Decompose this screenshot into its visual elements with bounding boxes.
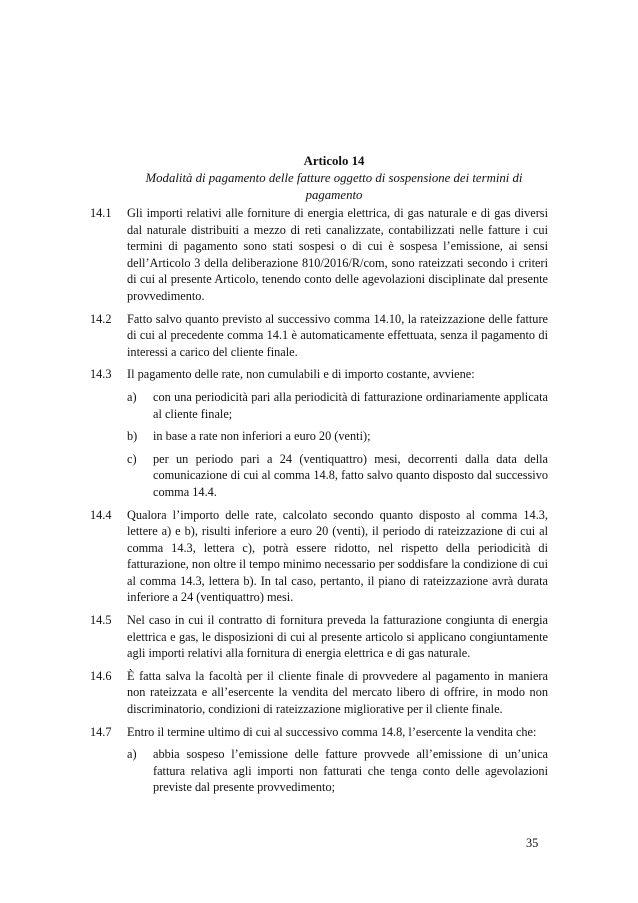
clause-text: Fatto salvo quanto previsto al successivo comma 14.10, la rateizzazione delle fatture di cui al precedente comma 14.1 è automaticamente effettuata, senza il pagamento di interessi a carico del cliente finale. (127, 311, 548, 359)
clause-number: 14.1 (90, 206, 112, 220)
clause-number: 14.7 (90, 724, 112, 739)
list-item (127, 389, 548, 422)
list-item-text: in base a rate non inferiori a euro 20 (venti); (153, 429, 371, 444)
page-number: 35 (526, 836, 539, 850)
list-item-letter: a) (127, 747, 137, 762)
clause-14-2 (90, 311, 548, 361)
list-item-letter: c) (127, 451, 137, 466)
list-item-letter: b) (127, 429, 138, 444)
clause-text: Qualora l’importo delle rate, calcolato secondo quanto disposto al comma 14.3, lettere a) e b), risulti inferiore a euro 20 (venti), il periodo di rateizzazione di cui al comma 14.3, lettera c), potrà essere ridotto, nel rispetto della periodicità di fatturazione, non oltre il tempo minimo necessario per soddisfare la condizione di cui al comma 14.3, lettera b). In tal caso, pertanto, il piano di rateizzazione avrà durata inferiore a 24 (ventiquattro) mesi. (127, 507, 548, 605)
list-item (127, 746, 548, 796)
clause-14-7 (90, 724, 548, 796)
clause-14-5 (90, 612, 548, 662)
list-item (127, 451, 548, 501)
list-item-text: abbia sospeso l’emissione delle fatture provvede all’emissione di un’unica fattura relativa agli importi non fatturati che tenga conto delle agevolazioni previste dal presente provvedimento; (153, 747, 548, 795)
clause-14-3 (90, 366, 548, 500)
article-body (90, 205, 548, 802)
clause-14-4 (90, 507, 548, 607)
article-heading (118, 153, 550, 204)
clause-text: Il pagamento delle rate, non cumulabili e di importo costante, avviene: (127, 367, 475, 382)
clause-number: 14.6 (90, 668, 112, 683)
clause-14-1 (90, 205, 548, 305)
clause-text: È fatta salva la facoltà per il cliente finale di provvedere al pagamento in maniera non rateizzata e all’esercente la vendita del mercato libero di offrire, in modo non discriminatorio, condizioni di rateizzazione migliorative per il cliente finale. (127, 668, 548, 717)
clause-number: 14.4 (90, 507, 112, 522)
list-item-letter: a) (127, 389, 137, 404)
clause-number: 14.5 (90, 613, 112, 628)
list-item (127, 428, 548, 445)
clause-text: Entro il termine ultimo di cui al successivo comma 14.8, l’esercente la vendita che: (127, 724, 537, 739)
clause-text: Nel caso in cui il contratto di fornitura preveda la fatturazione congiunta di energia elettrica e gas, le disposizioni di cui al presente articolo si applicano congiuntamente agli importi relativi alla fornitura di energia elettrica e di gas naturale. (127, 613, 548, 661)
clause-number: 14.3 (90, 367, 112, 382)
clause-14-6 (90, 668, 548, 718)
list-item-text: per un periodo pari a 24 (ventiquattro) mesi, decorrenti dalla data della comunicazione di cui al comma 14.8, fatto salvo quanto disposto dal successivo comma 14.4. (153, 451, 548, 499)
clause-number: 14.2 (90, 311, 112, 326)
article-title: Articolo 14 (303, 154, 365, 168)
clause-text: Gli importi relativi alle forniture di energia elettrica, di gas naturale e di gas diversi dal naturale distribuiti a mezzo di reti canalizzate, contabilizzati nelle fatture i cui termini di pagamento sono stati sospesi o di cui è sospesa l’emissione, ai sensi dell’Articolo 3 della deliberazione 810/2016/R/com, sono rateizzati secondo i criteri di cui al presente Articolo, tenendo conto delle agevolazioni disciplinate dal presente provvedimento. (127, 206, 548, 303)
article-subtitle: Modalità di pagamento delle fatture oggetto di sospensione dei termini di pagamento (145, 171, 523, 202)
list-item-text: con una periodicità pari alla periodicità di fatturazione ordinariamente applicata al cliente finale; (153, 389, 548, 421)
